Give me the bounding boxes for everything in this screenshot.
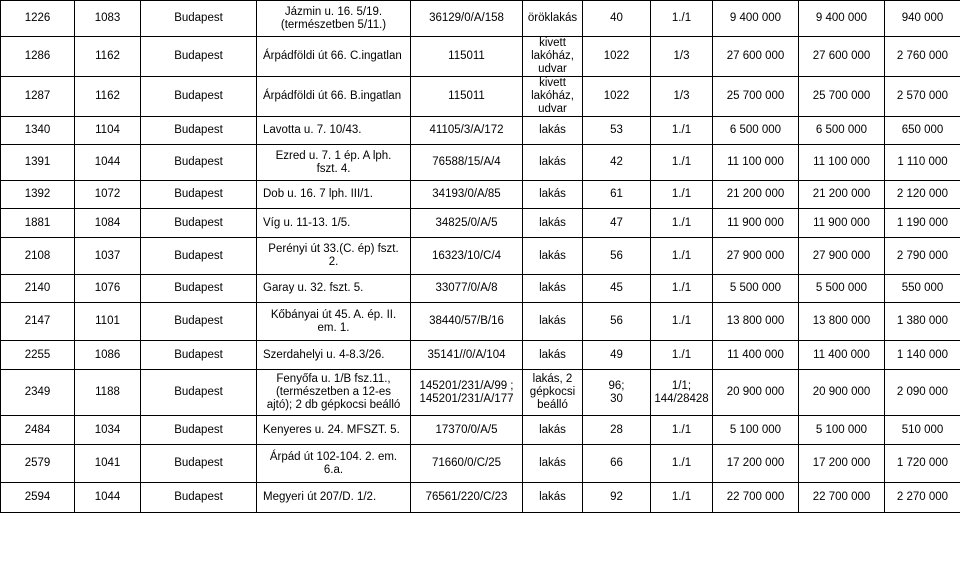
cell-hrsz: 33077/0/A/8 [411, 275, 523, 303]
cell-value-1: 9 400 000 [713, 1, 799, 37]
cell-type: lakás [523, 483, 583, 513]
cell-value-1: 21 200 000 [713, 181, 799, 209]
cell-value-3: 1 190 000 [885, 209, 960, 238]
cell-id: 1287 [1, 77, 75, 117]
cell-value-1: 5 500 000 [713, 275, 799, 303]
table-row [1, 445, 960, 483]
cell-address: Víg u. 11-13. 1/5. [257, 209, 411, 238]
cell-city: Budapest [141, 416, 257, 445]
cell-area: 66 [583, 445, 651, 483]
table-row [1, 181, 960, 209]
cell-address: Lavotta u. 7. 10/43. [257, 117, 411, 145]
cell-type: lakás [523, 303, 583, 341]
cell-value-3: 1 720 000 [885, 445, 960, 483]
cell-type: öröklakás [523, 1, 583, 37]
cell-city: Budapest [141, 145, 257, 181]
cell-id: 1286 [1, 37, 75, 77]
cell-hrsz: 38440/57/B/16 [411, 303, 523, 341]
cell-value-3: 940 000 [885, 1, 960, 37]
cell-id: 2579 [1, 445, 75, 483]
cell-value-2: 27 900 000 [799, 238, 885, 275]
cell-value-2: 11 900 000 [799, 209, 885, 238]
table-row [1, 483, 960, 513]
cell-value-1: 20 900 000 [713, 370, 799, 416]
cell-value-1: 5 100 000 [713, 416, 799, 445]
cell-value-1: 11 900 000 [713, 209, 799, 238]
cell-value-1: 13 800 000 [713, 303, 799, 341]
cell-zip: 1101 [75, 303, 141, 341]
cell-city: Budapest [141, 77, 257, 117]
cell-share: 1./1 [651, 303, 713, 341]
cell-area: 40 [583, 1, 651, 37]
cell-type: lakás [523, 416, 583, 445]
table-row [1, 238, 960, 275]
cell-value-2: 22 700 000 [799, 483, 885, 513]
cell-city: Budapest [141, 117, 257, 145]
cell-area: 49 [583, 341, 651, 370]
cell-hrsz: 145201/231/A/99 ; 145201/231/A/177 [411, 370, 523, 416]
cell-value-2: 21 200 000 [799, 181, 885, 209]
cell-type: lakás [523, 445, 583, 483]
cell-city: Budapest [141, 303, 257, 341]
cell-value-1: 27 900 000 [713, 238, 799, 275]
cell-share: 1./1 [651, 117, 713, 145]
table-row [1, 145, 960, 181]
cell-zip: 1086 [75, 341, 141, 370]
cell-value-2: 13 800 000 [799, 303, 885, 341]
cell-type: kivett lakóház, udvar [523, 37, 583, 77]
cell-city: Budapest [141, 445, 257, 483]
cell-value-3: 1 110 000 [885, 145, 960, 181]
cell-zip: 1162 [75, 77, 141, 117]
table-row [1, 341, 960, 370]
cell-area: 56 [583, 238, 651, 275]
cell-share: 1/3 [651, 77, 713, 117]
table-row [1, 1, 960, 37]
cell-zip: 1041 [75, 445, 141, 483]
cell-type: lakás [523, 238, 583, 275]
cell-share: 1./1 [651, 445, 713, 483]
table-row [1, 209, 960, 238]
cell-area: 96; 30 [583, 370, 651, 416]
cell-value-3: 510 000 [885, 416, 960, 445]
cell-address: Kőbányai út 45. A. ép. II. em. 1. [257, 303, 411, 341]
cell-zip: 1188 [75, 370, 141, 416]
cell-share: 1/1; 144/28428 [651, 370, 713, 416]
cell-address: Kenyeres u. 24. MFSZT. 5. [257, 416, 411, 445]
cell-type: lakás [523, 275, 583, 303]
cell-hrsz: 17370/0/A/5 [411, 416, 523, 445]
cell-area: 1022 [583, 37, 651, 77]
cell-value-1: 11 400 000 [713, 341, 799, 370]
cell-area: 28 [583, 416, 651, 445]
cell-id: 2594 [1, 483, 75, 513]
cell-id: 2484 [1, 416, 75, 445]
cell-city: Budapest [141, 275, 257, 303]
cell-value-3: 2 090 000 [885, 370, 960, 416]
cell-value-2: 25 700 000 [799, 77, 885, 117]
cell-hrsz: 35141//0/A/104 [411, 341, 523, 370]
cell-share: 1./1 [651, 341, 713, 370]
cell-id: 1340 [1, 117, 75, 145]
cell-value-2: 17 200 000 [799, 445, 885, 483]
cell-value-3: 1 140 000 [885, 341, 960, 370]
cell-value-3: 2 270 000 [885, 483, 960, 513]
cell-hrsz: 36129/0/A/158 [411, 1, 523, 37]
table-row [1, 37, 960, 77]
cell-zip: 1072 [75, 181, 141, 209]
cell-value-3: 2 790 000 [885, 238, 960, 275]
cell-id: 2140 [1, 275, 75, 303]
cell-area: 1022 [583, 77, 651, 117]
cell-type: lakás [523, 341, 583, 370]
cell-address: Árpádföldi út 66. B.ingatlan [257, 77, 411, 117]
cell-address: Megyeri út 207/D. 1/2. [257, 483, 411, 513]
cell-zip: 1076 [75, 275, 141, 303]
cell-hrsz: 34193/0/A/85 [411, 181, 523, 209]
table-row [1, 370, 960, 416]
cell-address: Jázmin u. 16. 5/19. (természetben 5/11.) [257, 1, 411, 37]
cell-hrsz: 34825/0/A/5 [411, 209, 523, 238]
cell-city: Budapest [141, 209, 257, 238]
cell-value-2: 6 500 000 [799, 117, 885, 145]
cell-address: Garay u. 32. fszt. 5. [257, 275, 411, 303]
cell-value-3: 1 380 000 [885, 303, 960, 341]
cell-address: Szerdahelyi u. 4-8.3/26. [257, 341, 411, 370]
cell-area: 47 [583, 209, 651, 238]
cell-value-2: 5 500 000 [799, 275, 885, 303]
table-row [1, 416, 960, 445]
cell-city: Budapest [141, 1, 257, 37]
cell-area: 53 [583, 117, 651, 145]
cell-value-2: 5 100 000 [799, 416, 885, 445]
cell-city: Budapest [141, 341, 257, 370]
cell-address: Árpád út 102-104. 2. em. 6.a. [257, 445, 411, 483]
cell-share: 1./1 [651, 416, 713, 445]
cell-share: 1./1 [651, 275, 713, 303]
cell-zip: 1037 [75, 238, 141, 275]
cell-zip: 1044 [75, 145, 141, 181]
cell-address: Árpádföldi út 66. C.ingatlan [257, 37, 411, 77]
cell-value-1: 6 500 000 [713, 117, 799, 145]
cell-area: 42 [583, 145, 651, 181]
cell-id: 1392 [1, 181, 75, 209]
table-row [1, 117, 960, 145]
cell-value-2: 11 400 000 [799, 341, 885, 370]
cell-hrsz: 41105/3/A/172 [411, 117, 523, 145]
cell-share: 1./1 [651, 145, 713, 181]
cell-value-2: 20 900 000 [799, 370, 885, 416]
cell-value-3: 650 000 [885, 117, 960, 145]
cell-address: Fenyőfa u. 1/B fsz.11., (természetben a 12-es ajtó); 2 db gépkocsi beálló [257, 370, 411, 416]
cell-type: lakás, 2 gépkocsi beálló [523, 370, 583, 416]
cell-city: Budapest [141, 483, 257, 513]
cell-id: 1226 [1, 1, 75, 37]
cell-share: 1./1 [651, 1, 713, 37]
cell-address: Perényi út 33.(C. ép) fszt. 2. [257, 238, 411, 275]
cell-hrsz: 76588/15/A/4 [411, 145, 523, 181]
cell-value-3: 550 000 [885, 275, 960, 303]
cell-value-2: 9 400 000 [799, 1, 885, 37]
cell-id: 2349 [1, 370, 75, 416]
cell-value-1: 22 700 000 [713, 483, 799, 513]
cell-value-2: 27 600 000 [799, 37, 885, 77]
cell-hrsz: 115011 [411, 77, 523, 117]
table-row [1, 77, 960, 117]
table-row [1, 303, 960, 341]
cell-type: lakás [523, 181, 583, 209]
cell-value-3: 2 760 000 [885, 37, 960, 77]
cell-city: Budapest [141, 37, 257, 77]
cell-value-1: 25 700 000 [713, 77, 799, 117]
cell-share: 1./1 [651, 238, 713, 275]
cell-area: 61 [583, 181, 651, 209]
cell-type: lakás [523, 209, 583, 238]
cell-zip: 1162 [75, 37, 141, 77]
cell-city: Budapest [141, 238, 257, 275]
cell-value-3: 2 570 000 [885, 77, 960, 117]
cell-value-1: 27 600 000 [713, 37, 799, 77]
cell-city: Budapest [141, 181, 257, 209]
cell-value-2: 11 100 000 [799, 145, 885, 181]
table-body [1, 1, 960, 513]
cell-share: 1./1 [651, 209, 713, 238]
cell-id: 1881 [1, 209, 75, 238]
cell-area: 56 [583, 303, 651, 341]
cell-id: 2147 [1, 303, 75, 341]
cell-zip: 1104 [75, 117, 141, 145]
cell-zip: 1034 [75, 416, 141, 445]
cell-value-3: 2 120 000 [885, 181, 960, 209]
cell-city: Budapest [141, 370, 257, 416]
cell-zip: 1044 [75, 483, 141, 513]
cell-hrsz: 16323/10/C/4 [411, 238, 523, 275]
cell-area: 45 [583, 275, 651, 303]
cell-hrsz: 71660/0/C/25 [411, 445, 523, 483]
cell-zip: 1084 [75, 209, 141, 238]
cell-hrsz: 115011 [411, 37, 523, 77]
cell-share: 1/3 [651, 37, 713, 77]
table-row [1, 275, 960, 303]
cell-type: lakás [523, 145, 583, 181]
cell-zip: 1083 [75, 1, 141, 37]
cell-area: 92 [583, 483, 651, 513]
cell-type: lakás [523, 117, 583, 145]
cell-value-1: 11 100 000 [713, 145, 799, 181]
cell-share: 1./1 [651, 181, 713, 209]
cell-hrsz: 76561/220/C/23 [411, 483, 523, 513]
cell-address: Ezred u. 7. 1 ép. A lph. fszt. 4. [257, 145, 411, 181]
cell-type: kivett lakóház, udvar [523, 77, 583, 117]
cell-id: 1391 [1, 145, 75, 181]
cell-share: 1./1 [651, 483, 713, 513]
cell-value-1: 17 200 000 [713, 445, 799, 483]
cell-id: 2108 [1, 238, 75, 275]
cell-address: Dob u. 16. 7 lph. III/1. [257, 181, 411, 209]
cell-id: 2255 [1, 341, 75, 370]
